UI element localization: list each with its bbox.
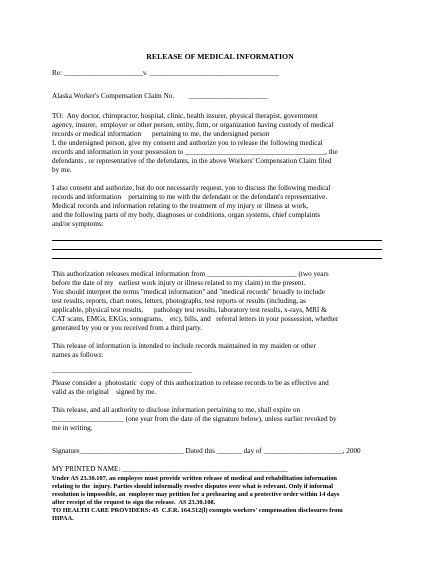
maiden-names-blank: _______________________________________ (52, 366, 193, 374)
authorization-line: generated by you or you received from a third party. (52, 324, 203, 332)
printed-name-line: MY PRINTED NAME: ______________________________________________ (52, 465, 288, 473)
to-line: by me. (52, 166, 72, 174)
consent-line: and the following parts of my body, diagnoses or conditions, organ systems, chief complaints (52, 211, 321, 219)
authorization-line: before the date of my earliest work injury or illness related to my claim) to the present. (52, 279, 306, 287)
document-title: RELEASE OF MEDICAL INFORMATION (146, 52, 294, 61)
symptoms-blank-line (52, 240, 382, 241)
legal-note-line: resolution is impossible, an employee may petition for a prehearing and a protective order within 14 days (52, 491, 340, 498)
expiration-line: me in writing. (52, 424, 93, 432)
symptoms-blank-line (52, 258, 382, 259)
legal-note-line: HIPAA. (52, 515, 74, 522)
consent-line: Medical records and information relating to the treatment of my injury or illness at work, (52, 202, 309, 210)
consent-line: I also consent and authorize, but do not necessarily request, you to discuss the following medical (52, 184, 331, 192)
to-line: TO: Any doctor, chiropractor, hospital, clinic, health insurer, physical therapist, government (52, 112, 318, 120)
authorization-line: test results, reports, chart notes, letters, photographs, test reports or results (including, as (52, 297, 306, 305)
symptoms-blank-line (52, 249, 382, 250)
legal-note-line: after receipt of the request to sign the release. AS 23.30.108. (52, 499, 216, 506)
to-line: records and information in your possession to _______________________________________, the (52, 148, 338, 156)
authorization-line: You should interpret the terms "medical information" and "medical records" broadly to include (52, 288, 325, 296)
legal-note-line: relating to the injury. Parties should informally resolve disputes over what is relevant. Only if informal (52, 483, 334, 490)
authorization-line: CAT scans, EMGs, EKGs, sonograms, etc), bills, and referral letters in your possession, whether (52, 315, 339, 323)
to-line: records or medical information pertaining to me, the undersigned person (52, 130, 270, 138)
consent-line: and/or symptoms: (52, 220, 104, 228)
authorization-line: This authorization releases medical information from _________________________ (two years (52, 270, 329, 278)
claim-number-line: Alaska Worker's Compensation Claim No. ______________________ (52, 92, 268, 100)
photostatic-line: valid as the original signed by me. (52, 388, 157, 396)
expiration-line: ____________________ (one year from the date of the signature below), unless earlier revoked by (52, 415, 337, 423)
to-line: defendants , or representative of the defendants, in the above Workers' Compensation Claim filed (52, 157, 332, 165)
authorization-line: applicable, physical test results, pathology test results, laboratory test results, x-rays, MRI & (52, 306, 327, 314)
photostatic-line: Please consider a photostatic copy of this authorization to release records to be as effective and (52, 379, 329, 387)
expiration-line: This release, and all authority to disclose information pertaining to me, shall expire on (52, 406, 301, 414)
legal-note-line: Under AS 23.30.107, an employee must provide written release of medical and rehabilitation information (52, 475, 337, 482)
maiden-line: This release of information is intended to include records maintained in my maiden or other (52, 342, 316, 350)
legal-note-line: TO HEALTH CARE PROVIDERS: 45 C.F.R. 164.512(l) exempts workers' compensation disclosures from (52, 507, 343, 514)
to-line: agency, insurer, employer or other person, entity, firm, or organization having custody of medical (52, 121, 334, 129)
consent-line: records and information pertaining to me with the defendant or the defendant's representative. (52, 193, 328, 201)
maiden-line: names as follows: (52, 351, 104, 359)
signature-line: Signature_____________________________ Dated this _______ day of ______________________, 2000 (52, 447, 361, 455)
to-line: I, the undersigned person, give my consent and authorize you to release the following medical (52, 139, 323, 147)
re-line: Re: ______________________v. ____________________________________ (52, 69, 279, 77)
